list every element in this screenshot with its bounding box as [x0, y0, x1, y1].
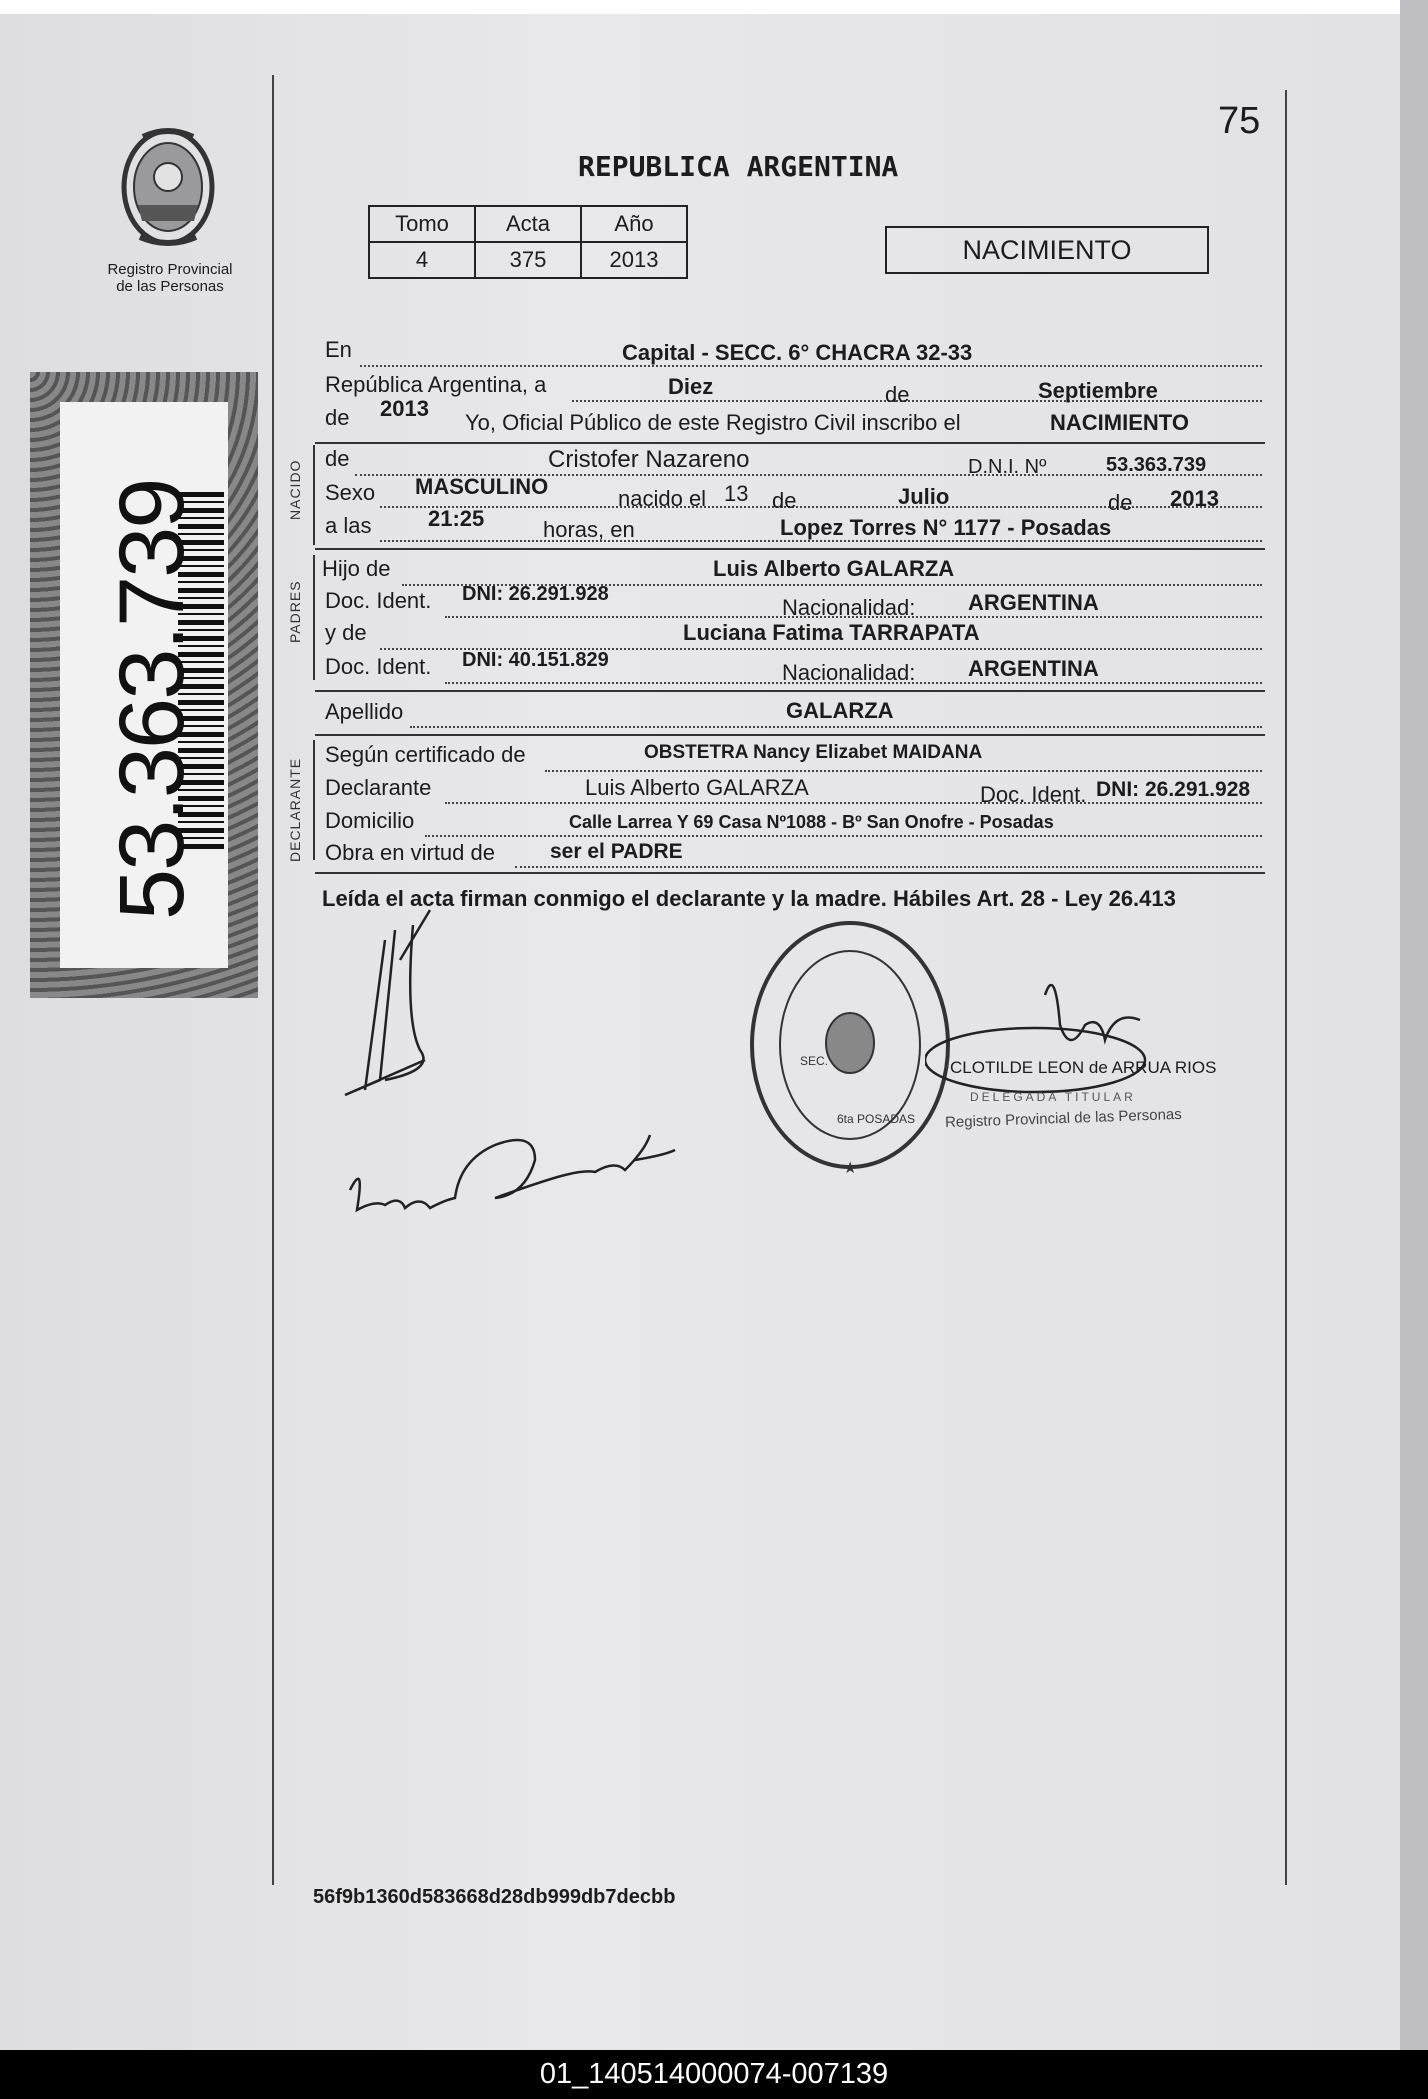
label-doc-madre: Doc. Ident. [325, 654, 432, 679]
rule-5 [315, 872, 1265, 874]
value-madre-nac: ARGENTINA [968, 656, 1099, 681]
value-mes-nac: Julio [898, 484, 950, 509]
value-madre: Luciana Fatima TARRAPATA [683, 620, 980, 645]
dots-domicilio [425, 835, 1262, 837]
file-caption: 01_140514000074-007139 [0, 2050, 1428, 2099]
table-header-anio: Año [581, 206, 687, 242]
dots-apellido [410, 726, 1262, 728]
label-a-las: a las [325, 513, 372, 538]
label-apellido: Apellido [325, 699, 404, 724]
dots-declarante [445, 802, 1262, 804]
table-value-anio: 2013 [581, 242, 687, 278]
label-declarante: Declarante [325, 775, 432, 800]
svg-text:SEC.: SEC. [800, 1054, 829, 1068]
label-sexo: Sexo [325, 480, 376, 505]
svg-text:6ta POSADAS: 6ta POSADAS [837, 1112, 916, 1126]
official-stamp [745, 915, 955, 1185]
province-seal [108, 125, 228, 255]
page-number: 75 [1218, 100, 1261, 142]
section-nacido: NACIDO [287, 459, 303, 520]
table-value-acta: 375 [475, 242, 581, 278]
shield-emblem-icon [108, 125, 228, 255]
label-de-mes-nac: de [772, 488, 797, 513]
act-type-box: NACIMIENTO [885, 226, 1209, 274]
value-dia: Diez [668, 374, 714, 399]
value-certificado: OBSTETRA Nancy Elizabet MAIDANA [644, 742, 983, 763]
record-table [368, 205, 688, 279]
page-right-edge [1400, 0, 1428, 2050]
id-number-strip [30, 372, 258, 998]
label-nac-madre: Nacionalidad: [782, 660, 916, 685]
padres-rail [313, 555, 315, 680]
table-value-tomo: 4 [369, 242, 475, 278]
rule-1 [315, 442, 1265, 444]
value-declarante-doc: DNI: 26.291.928 [1096, 778, 1251, 801]
label-de-anio: de [325, 405, 350, 430]
label-obra: Obra en virtud de [325, 840, 495, 865]
dots-republica [572, 400, 1262, 402]
declarante-rail [313, 740, 315, 860]
label-dni: D.N.I. Nº [968, 456, 1047, 478]
dots-obra [515, 866, 1262, 868]
officer-registry: Registro Provincial de las Personas [944, 1105, 1183, 1132]
label-nacido-el: nacido el [618, 486, 707, 511]
right-margin-line [1285, 90, 1287, 1885]
label-domicilio: Domicilio [325, 808, 415, 833]
value-lugar-nac: Lopez Torres N° 1177 - Posadas [780, 515, 1112, 540]
label-y-de: y de [325, 620, 367, 645]
value-apellido: GALARZA [786, 698, 894, 723]
declarant-signature [325, 900, 485, 1110]
document-hash: 56f9b1360d583668d28db999db7decbb [313, 1886, 676, 1908]
label-doc-declarante: Doc. Ident. [980, 782, 1087, 807]
value-padre: Luis Alberto GALARZA [713, 556, 955, 581]
label-de-anio-nac: de [1108, 490, 1133, 515]
label-en: En [325, 337, 352, 362]
registry-label [90, 261, 250, 295]
value-dia-nac: 13 [724, 481, 749, 506]
mother-signature [345, 1100, 685, 1240]
value-hora: 21:25 [428, 506, 485, 531]
rule-4 [315, 734, 1265, 736]
value-obra: ser el PADRE [550, 840, 683, 863]
label-segun: Según certificado de [325, 742, 526, 767]
value-anio-nac: 2013 [1170, 486, 1219, 511]
label-de-mes: de [885, 382, 910, 407]
officer-name: CLOTILDE LEON de ARRUA RIOS [950, 1058, 1217, 1077]
registry-line-2: de las Personas [116, 278, 224, 295]
label-yo-oficial: Yo, Oficial Público de este Registro Civil inscribo el [465, 410, 961, 435]
nacido-rail [313, 445, 315, 545]
value-padre-nac: ARGENTINA [968, 590, 1099, 615]
id-number: 53.363.739 [101, 479, 203, 920]
value-sexo: MASCULINO [415, 474, 549, 499]
value-acto: NACIMIENTO [1050, 410, 1189, 435]
left-margin-line [272, 75, 274, 1885]
registry-line-1: Registro Provincial [107, 261, 233, 278]
label-horas-en: horas, en [543, 517, 635, 542]
rule-3 [315, 690, 1265, 692]
value-dni: 53.363.739 [1106, 454, 1207, 476]
page-top-edge [0, 0, 1428, 14]
value-anio: 2013 [380, 396, 429, 421]
officer-title: DELEGADA TITULAR [970, 1090, 1136, 1104]
table-header-tomo: Tomo [369, 206, 475, 242]
country-title: REPUBLICA ARGENTINA [578, 150, 899, 183]
rule-2 [315, 548, 1265, 550]
value-padre-doc: DNI: 26.291.928 [462, 583, 609, 605]
label-hijo-de: Hijo de [322, 556, 391, 581]
section-padres: PADRES [287, 580, 303, 643]
table-header-acta: Acta [475, 206, 581, 242]
label-de-nombre: de [325, 446, 350, 471]
label-doc-padre: Doc. Ident. [325, 588, 432, 613]
label-nac-padre: Nacionalidad: [782, 595, 916, 620]
value-madre-doc: DNI: 40.151.829 [462, 649, 609, 671]
value-mes: Septiembre [1038, 378, 1158, 403]
value-domicilio: Calle Larrea Y 69 Casa Nº1088 - Bº San Onofre - Posadas [569, 812, 1054, 832]
svg-text:★: ★ [843, 1160, 858, 1177]
section-declarante: DECLARANTE [287, 757, 303, 862]
value-nombre: Cristofer Nazareno [548, 446, 750, 473]
value-declarante: Luis Alberto GALARZA [585, 775, 809, 800]
label-republica: República Argentina, a [325, 372, 547, 397]
closing-statement: Leída el acta firman conmigo el declarante y la madre. Hábiles Art. 28 - Ley 26.413 [322, 886, 1176, 911]
dots-segun [545, 770, 1262, 772]
value-lugar: Capital - SECC. 6° CHACRA 32-33 [622, 340, 973, 365]
